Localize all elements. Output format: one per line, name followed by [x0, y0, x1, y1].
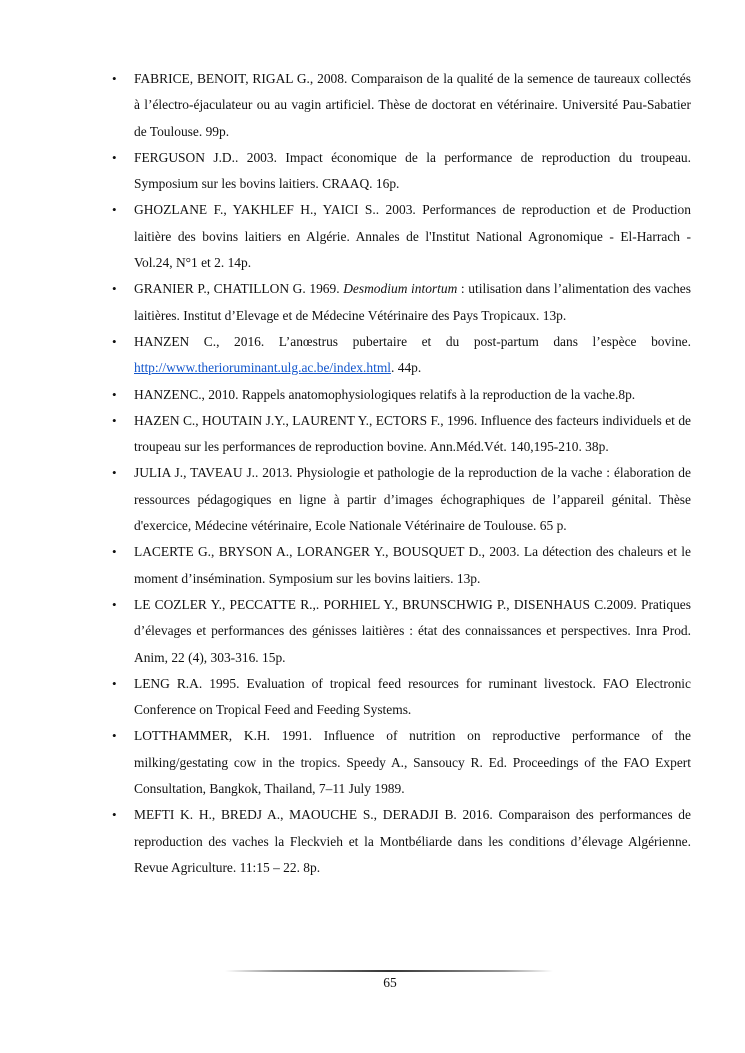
reference-list: [112, 66, 691, 881]
bullet-icon: •: [112, 675, 117, 691]
bullet-icon: •: [112, 202, 117, 218]
reference-text-end: . 44p.: [391, 360, 422, 376]
reference-item: [112, 671, 691, 724]
reference-item: [112, 66, 691, 145]
bullet-icon: •: [112, 412, 117, 428]
reference-text: MEFTI K. H., BREDJ A., MAOUCHE S., DERADJI B. 2016. Comparaison des performances de reproduction des vaches la Fleckvieh et la Montbéliarde dans les conditions d’élevage Algérienne. Revue Agriculture. 11:15 – 22. 8p.: [134, 807, 691, 875]
reference-text: FERGUSON J.D.. 2003. Impact économique de la performance de reproduction du troupeau. Symposium sur les bovins laitiers. CRAAQ. 16p.: [134, 149, 691, 192]
reference-item: [112, 723, 691, 802]
reference-text: GHOZLANE F., YAKHLEF H., YAICI S.. 2003. Performances de reproduction et de Production laitière des bovins laitiers en Algérie. Annales de l'Institut National Agronomique - El-Harrach - Vol.24, N°1 et 2. 14p.: [134, 202, 691, 271]
bullet-icon: •: [112, 281, 117, 297]
reference-text: HANZENC., 2010. Rappels anatomophysiologiques relatifs à la reproduction de la vache.8p.: [134, 386, 636, 402]
reference-text: LOTTHAMMER, K.H. 1991. Influence of nutrition on reproductive performance of the milking/gestating cow in the tropics. Speedy A., Sansoucy R. Ed. Proceedings of the FAO Expert Consultation, Bangkok, Thailand, 7–11 July 1989.: [134, 728, 691, 797]
bullet-icon: •: [112, 807, 117, 823]
reference-item: [112, 460, 691, 539]
bullet-icon: •: [112, 544, 117, 560]
footer-divider: [225, 970, 553, 972]
reference-text-start: HANZEN C., 2016. L’anœstrus pubertaire et du post-partum dans l’espèce bovine.: [134, 333, 691, 349]
reference-item: [112, 329, 691, 382]
reference-text: FABRICE, BENOIT, RIGAL G., 2008. Comparaison de la qualité de la semence de taureaux collectés à l’électro-éjaculateur ou au vagin artificiel. Thèse de doctorat en vétérinaire. Université Pau-Sabatier de Toulouse. 99p.: [134, 71, 691, 139]
reference-item: [112, 145, 691, 198]
reference-item: [112, 802, 691, 881]
bullet-icon: •: [112, 333, 117, 349]
reference-text: HAZEN C., HOUTAIN J.Y., LAURENT Y., ECTORS F., 1996. Influence des facteurs individuels et de troupeau sur les performances de reproduction bovine. Ann.Méd.Vét. 140,195-210. 38p.: [134, 412, 691, 455]
reference-item: [112, 382, 691, 408]
reference-text-start: GRANIER P., CHATILLON G. 1969.: [134, 281, 344, 297]
bullet-icon: •: [112, 71, 117, 86]
page-number: 65: [383, 975, 397, 990]
reference-item: [112, 276, 691, 329]
bullet-icon: •: [112, 386, 117, 402]
reference-text-end: : utilisation dans l’alimentation des vaches laitières. Institut d’Elevage et de Médecine Vétérinaire des Pays Tropicaux. 13p.: [134, 281, 691, 323]
bullet-icon: •: [112, 465, 117, 481]
bullet-icon: •: [112, 149, 117, 165]
reference-text: LACERTE G., BRYSON A., LORANGER Y., BOUSQUET D., 2003. La détection des chaleurs et le moment d’insémination. Symposium sur les bovins laitiers. 13p.: [134, 544, 691, 586]
reference-text: LENG R.A. 1995. Evaluation of tropical feed resources for ruminant livestock. FAO Electronic Conference on Tropical Feed and Feeding Systems.: [134, 675, 691, 718]
reference-item: [112, 408, 691, 461]
species-name: Desmodium intortum: [343, 281, 458, 297]
reference-text: JULIA J., TAVEAU J.. 2013. Physiologie et pathologie de la reproduction de la vache : élaboration de ressources pédagogiques en ligne à partir d’images échographiques de l’appareil génital. Thèse d'exercice, Médecine vétérinaire, Ecole Nationale Vétérinaire de Toulouse. 65 p.: [134, 465, 691, 534]
bullet-icon: •: [112, 596, 117, 612]
bullet-icon: •: [112, 728, 117, 744]
reference-item: [112, 539, 691, 592]
reference-item: [112, 197, 691, 276]
reference-link[interactable]: http://www.therioruminant.ulg.ac.be/index.html: [134, 360, 392, 376]
reference-item: [112, 592, 691, 671]
reference-text: LE COZLER Y., PECCATTE R.,. PORHIEL Y., BRUNSCHWIG P., DISENHAUS C.2009. Pratiques d’élevages et performances des génisses laitières : état des connaissances et perspectives. Inra Prod. Anim, 22 (4), 303-316. 15p.: [134, 596, 691, 665]
